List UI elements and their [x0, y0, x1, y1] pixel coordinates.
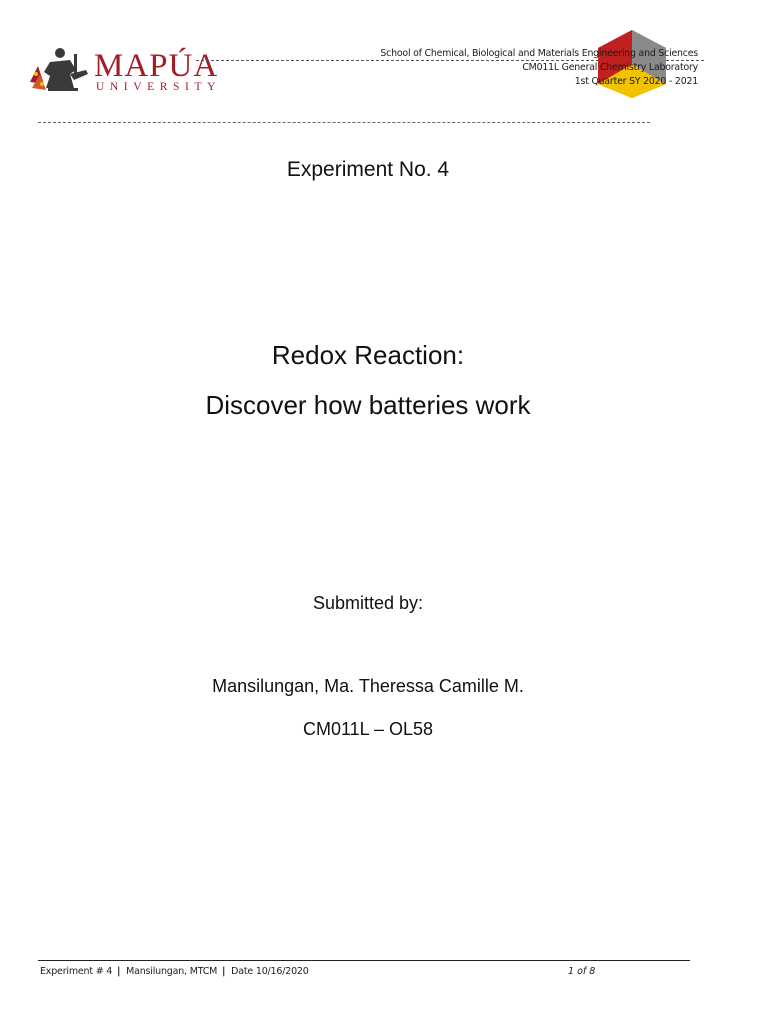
course-section: CM011L – OL58 [302, 719, 434, 739]
footer-author: Mansilungan, MTCM [126, 966, 218, 977]
page-number: 1 of 8 [568, 966, 596, 977]
footer-separator: | [222, 966, 226, 977]
title-line-2: Discover how batteries work [205, 390, 531, 420]
footer-experiment: Experiment # 4 [40, 966, 113, 977]
header-dashed-rule [38, 122, 650, 123]
submitted-by-label: Submitted by: [312, 593, 424, 613]
footer-rule [38, 960, 690, 961]
header-info [380, 47, 698, 89]
mapua-logo [30, 44, 230, 94]
logo-wordmark: MAPÚA [94, 48, 219, 84]
footer-separator: | [116, 966, 121, 977]
header-term: 1st Quarter SY 2020 - 2021 [574, 76, 698, 87]
experiment-number: Experiment No. 4 [286, 158, 450, 181]
logo-subtext: UNIVERSITY [96, 81, 221, 93]
footer-date: Date 10/16/2020 [231, 966, 309, 977]
mapua-cardinal-emblem-icon [30, 44, 92, 94]
title-line-1: Redox Reaction: [271, 340, 465, 370]
footer-info [40, 966, 309, 977]
header-course: CM011L General Chemistry Laboratory [522, 62, 698, 73]
header-school: School of Chemical, Biological and Materials Engineering and Sciences [380, 48, 698, 59]
student-name: Mansilungan, Ma. Theressa Camille M. [212, 676, 524, 696]
